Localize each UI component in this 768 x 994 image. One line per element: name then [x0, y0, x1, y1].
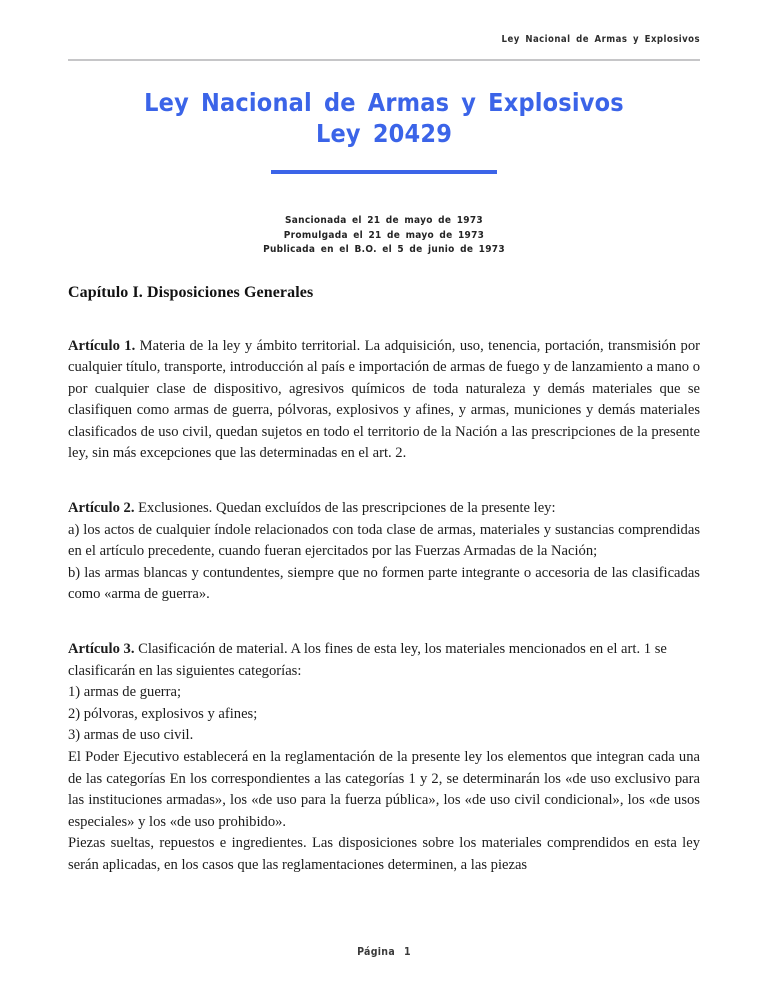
page-footer [0, 946, 768, 958]
article-3-category-3: 3) armas de uso civil. [68, 727, 194, 744]
article-2-label: Artículo 2. [68, 500, 135, 517]
article-3-label: Artículo 3. [68, 641, 135, 658]
article-3-text-1: Clasificación de material. A los fines de esta ley, los materiales mencionados en el art. 1 se clasificarán en las siguientes categorías: [68, 641, 667, 679]
title-divider-rule [271, 170, 497, 174]
article-2-item-a: a) los actos de cualquier índole relacionados con toda clase de armas, materiales y sustancias comprendidas en el artículo precedente, cuando fueran ejercitados por las Fuerzas Armadas de la Nación; [68, 521, 700, 560]
date-sancionada: Sancionada el 21 de mayo de 1973 [285, 215, 483, 226]
enactment-dates-block [68, 214, 700, 258]
article-1-text-1: Materia de la ley y ámbito territorial. La adquisición, uso, tenencia, portación, transmisión por cualquier título, transporte, introducción al país e importación de armas de fuego y de lanzamiento a mano o por cualquier clase de dispositivo, agresivos químicos de toda naturaleza y demás materiales que se clasifiquen como armas de guerra, pólvoras, explosivos y afines, y armas, municiones y demás materiales clasificados de uso civil, quedan sujetos en todo el territorio de la Nación a las prescripciones de la presente ley, sin más excepciones que las determinadas en el art. 2. [68, 337, 700, 462]
chapter-heading: Capítulo I. Disposiciones Generales [68, 283, 314, 301]
article-3-paragraph-3: Piezas sueltas, repuestos e ingredientes. Las disposiciones sobre los materiales comprendidos en esta ley serán aplicadas, en los casos que las reglamentaciones determinen, a las piezas [68, 835, 700, 873]
article-1 [68, 336, 700, 466]
article-3-category-1: 1) armas de guerra; [68, 684, 182, 701]
header-divider-rule [68, 59, 700, 61]
date-publicada: Publicada en el B.O. el 5 de junio de 1973 [263, 244, 505, 255]
article-3-paragraph-2: El Poder Ejecutivo establecerá en la reglamentación de la presente ley los elementos que integran cada una de las categorías En los correspondientes a las categorías 1 y 2, se determinarán los «de uso exclusivo para las instituciones armadas», los «de uso para la fuerza pública», los «de uso civil condicional», los «de usos especiales» y los «de uso prohibido». [68, 749, 700, 830]
article-3 [68, 639, 700, 877]
document-title-line-1: Ley Nacional de Armas y Explosivos [144, 88, 624, 117]
article-1-label: Artículo 1. [68, 337, 136, 354]
article-2-paragraph-1 [68, 498, 700, 520]
document-title-line-2: Ley 20429 [315, 119, 453, 148]
date-promulgada: Promulgada el 21 de mayo de 1973 [283, 229, 485, 241]
title-block [68, 87, 700, 174]
running-header-title: Ley Nacional de Armas y Explosivos [501, 34, 700, 45]
article-2-text-1: Exclusiones. Quedan excluídos de las prescripciones de la presente ley: [134, 500, 556, 517]
article-2-item-b: b) las armas blancas y contundentes, siempre que no formen parte integrante o accesoria de las clasificadas como «arma de guerra». [68, 564, 700, 603]
article-3-paragraph-1 [68, 639, 700, 682]
article-2 [68, 498, 700, 606]
title-divider-wrapper [68, 170, 700, 174]
article-1-paragraph-1 [68, 336, 700, 466]
page-footer-label: Página [357, 946, 396, 958]
article-3-category-2: 2) pólvoras, explosivos y afines; [68, 705, 258, 722]
page-number: 1 [404, 946, 411, 958]
